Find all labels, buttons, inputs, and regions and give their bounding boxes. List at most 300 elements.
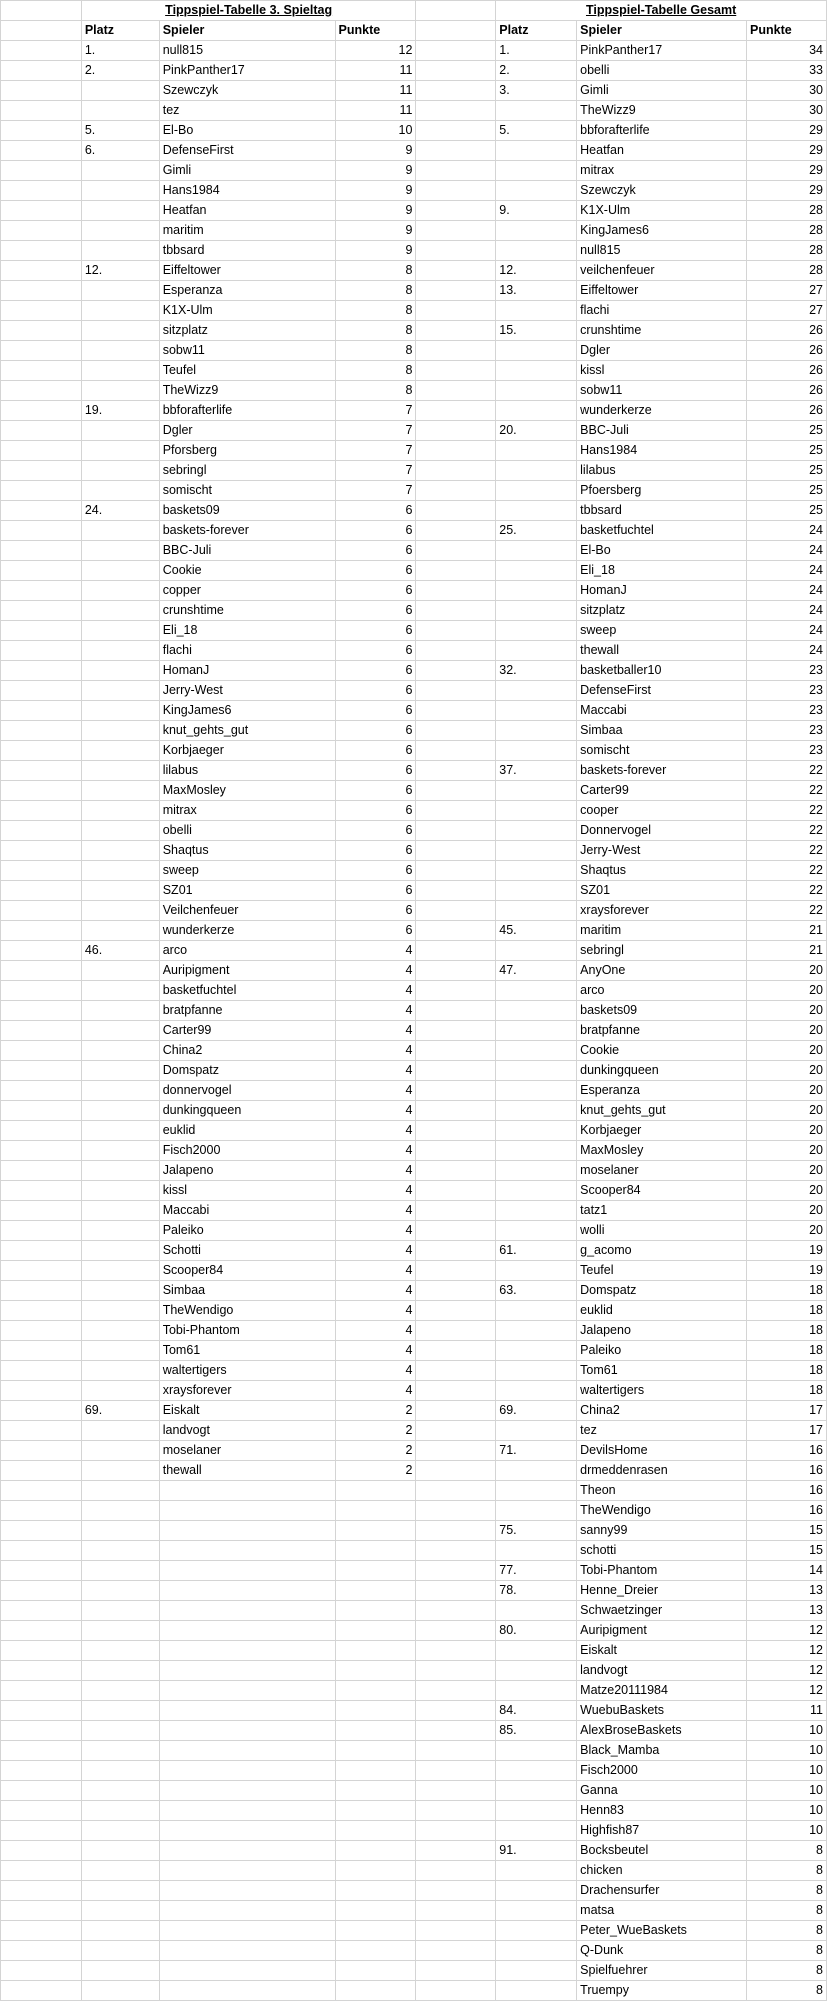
empty-cell[interactable] <box>335 1661 416 1681</box>
empty-cell[interactable] <box>159 1841 335 1861</box>
empty-cell[interactable] <box>159 1741 335 1761</box>
gesamt-platz-cell[interactable] <box>496 1341 577 1361</box>
empty-cell[interactable] <box>1 821 82 841</box>
empty-cell[interactable] <box>1 681 82 701</box>
empty-cell[interactable] <box>81 1661 159 1681</box>
gesamt-spieler-cell[interactable]: Tom61 <box>577 1361 747 1381</box>
spieltag-platz-cell[interactable] <box>81 841 159 861</box>
gesamt-platz-cell[interactable]: 3. <box>496 81 577 101</box>
empty-cell[interactable] <box>1 221 82 241</box>
empty-cell[interactable] <box>159 1501 335 1521</box>
empty-cell[interactable] <box>416 1861 496 1881</box>
spieltag-punkte-cell[interactable]: 2 <box>335 1441 416 1461</box>
gesamt-platz-cell[interactable] <box>496 101 577 121</box>
empty-cell[interactable] <box>1 1061 82 1081</box>
spieltag-spieler-cell[interactable]: somischt <box>159 481 335 501</box>
empty-cell[interactable] <box>416 201 496 221</box>
spieltag-spieler-cell[interactable]: flachi <box>159 641 335 661</box>
gesamt-platz-cell[interactable] <box>496 681 577 701</box>
empty-cell[interactable] <box>1 381 82 401</box>
empty-cell[interactable] <box>416 961 496 981</box>
spieltag-punkte-cell[interactable]: 6 <box>335 601 416 621</box>
spieltag-punkte-cell[interactable]: 6 <box>335 681 416 701</box>
empty-cell[interactable] <box>1 1881 82 1901</box>
empty-cell[interactable] <box>1 1981 82 2001</box>
empty-cell[interactable] <box>416 1041 496 1061</box>
spieltag-punkte-cell[interactable]: 6 <box>335 741 416 761</box>
empty-cell[interactable] <box>81 1961 159 1981</box>
gesamt-platz-cell[interactable] <box>496 1041 577 1061</box>
gesamt-punkte-cell[interactable]: 26 <box>747 401 827 421</box>
empty-cell[interactable] <box>81 1601 159 1621</box>
gesamt-platz-cell[interactable]: 5. <box>496 121 577 141</box>
gesamt-punkte-cell[interactable]: 12 <box>747 1621 827 1641</box>
empty-cell[interactable] <box>159 1921 335 1941</box>
empty-cell[interactable] <box>416 1461 496 1481</box>
gesamt-punkte-cell[interactable]: 25 <box>747 481 827 501</box>
empty-cell[interactable] <box>335 1521 416 1541</box>
spieltag-platz-cell[interactable]: 6. <box>81 141 159 161</box>
empty-cell[interactable] <box>416 1801 496 1821</box>
spieltag-spieler-cell[interactable]: Carter99 <box>159 1021 335 1041</box>
gesamt-punkte-cell[interactable]: 18 <box>747 1281 827 1301</box>
gesamt-punkte-cell[interactable]: 33 <box>747 61 827 81</box>
gesamt-punkte-cell[interactable]: 25 <box>747 501 827 521</box>
spieltag-platz-cell[interactable] <box>81 1461 159 1481</box>
spieltag-platz-cell[interactable]: 1. <box>81 41 159 61</box>
gesamt-platz-cell[interactable] <box>496 1061 577 1081</box>
gesamt-spieler-cell[interactable]: matsa <box>577 1901 747 1921</box>
empty-cell[interactable] <box>416 1061 496 1081</box>
spieltag-punkte-cell[interactable]: 4 <box>335 1101 416 1121</box>
gesamt-spieler-cell[interactable]: WuebuBaskets <box>577 1701 747 1721</box>
spieltag-platz-cell[interactable] <box>81 821 159 841</box>
spieltag-punkte-cell[interactable]: 8 <box>335 261 416 281</box>
empty-cell[interactable] <box>416 1261 496 1281</box>
spieltag-platz-cell[interactable] <box>81 1081 159 1101</box>
gesamt-spieler-cell[interactable]: Szewczyk <box>577 181 747 201</box>
empty-cell[interactable] <box>416 1181 496 1201</box>
empty-cell[interactable] <box>1 321 82 341</box>
spieltag-platz-cell[interactable] <box>81 301 159 321</box>
empty-cell[interactable] <box>1 1101 82 1121</box>
empty-cell[interactable] <box>1 1841 82 1861</box>
gesamt-spieler-cell[interactable]: tez <box>577 1421 747 1441</box>
gesamt-spieler-cell[interactable]: mitrax <box>577 161 747 181</box>
gesamt-platz-cell[interactable]: 37. <box>496 761 577 781</box>
empty-cell[interactable] <box>416 1541 496 1561</box>
spieltag-punkte-cell[interactable]: 9 <box>335 201 416 221</box>
empty-cell[interactable] <box>1 1721 82 1741</box>
spieltag-punkte-cell[interactable]: 4 <box>335 1161 416 1181</box>
gesamt-platz-cell[interactable]: 32. <box>496 661 577 681</box>
gesamt-spieler-cell[interactable]: Eli_18 <box>577 561 747 581</box>
empty-cell[interactable] <box>335 1941 416 1961</box>
gesamt-platz-cell[interactable] <box>496 1461 577 1481</box>
gesamt-platz-cell[interactable] <box>496 641 577 661</box>
spieltag-platz-cell[interactable] <box>81 761 159 781</box>
spieltag-spieler-cell[interactable]: Jalapeno <box>159 1161 335 1181</box>
spieltag-punkte-cell[interactable]: 4 <box>335 1321 416 1341</box>
empty-cell[interactable] <box>81 1881 159 1901</box>
gesamt-spieler-cell[interactable]: Matze20111984 <box>577 1681 747 1701</box>
empty-cell[interactable] <box>1 61 82 81</box>
gesamt-punkte-cell[interactable]: 11 <box>747 1701 827 1721</box>
gesamt-punkte-cell[interactable]: 20 <box>747 1001 827 1021</box>
spieltag-platz-cell[interactable] <box>81 1241 159 1261</box>
spieltag-spieler-cell[interactable]: KingJames6 <box>159 701 335 721</box>
gesamt-spieler-cell[interactable]: Maccabi <box>577 701 747 721</box>
empty-cell[interactable] <box>1 521 82 541</box>
empty-cell[interactable] <box>1 1801 82 1821</box>
gesamt-spieler-cell[interactable]: tbbsard <box>577 501 747 521</box>
spieltag-platz-cell[interactable] <box>81 461 159 481</box>
empty-cell[interactable] <box>416 1161 496 1181</box>
spieltag-punkte-cell[interactable]: 8 <box>335 281 416 301</box>
gesamt-punkte-cell[interactable]: 20 <box>747 1181 827 1201</box>
spieltag-platz-cell[interactable] <box>81 101 159 121</box>
gesamt-spieler-cell[interactable]: veilchenfeuer <box>577 261 747 281</box>
empty-cell[interactable] <box>1 1441 82 1461</box>
gesamt-spieler-cell[interactable]: sanny99 <box>577 1521 747 1541</box>
empty-cell[interactable] <box>416 601 496 621</box>
spieltag-platz-cell[interactable] <box>81 801 159 821</box>
gesamt-punkte-cell[interactable]: 29 <box>747 181 827 201</box>
gesamt-spieler-cell[interactable]: Auripigment <box>577 1621 747 1641</box>
spieltag-punkte-cell[interactable]: 8 <box>335 341 416 361</box>
gesamt-punkte-cell[interactable]: 24 <box>747 621 827 641</box>
gesamt-punkte-cell[interactable]: 21 <box>747 921 827 941</box>
empty-cell[interactable] <box>335 1561 416 1581</box>
gesamt-platz-cell[interactable] <box>496 1901 577 1921</box>
gesamt-spieler-cell[interactable]: Spielfuehrer <box>577 1961 747 1981</box>
spieltag-platz-cell[interactable] <box>81 361 159 381</box>
spieltag-platz-cell[interactable] <box>81 181 159 201</box>
empty-cell[interactable] <box>1 1601 82 1621</box>
gesamt-spieler-cell[interactable]: K1X-Ulm <box>577 201 747 221</box>
empty-cell[interactable] <box>1 1661 82 1681</box>
spieltag-spieler-cell[interactable]: bbforafterlife <box>159 401 335 421</box>
gesamt-spieler-cell[interactable]: TheWizz9 <box>577 101 747 121</box>
spieltag-punkte-cell[interactable]: 4 <box>335 1281 416 1301</box>
empty-cell[interactable] <box>1 1761 82 1781</box>
empty-cell[interactable] <box>159 1881 335 1901</box>
spieltag-spieler-cell[interactable]: MaxMosley <box>159 781 335 801</box>
empty-cell[interactable] <box>335 1721 416 1741</box>
empty-cell[interactable] <box>416 661 496 681</box>
empty-cell[interactable] <box>416 501 496 521</box>
empty-cell[interactable] <box>1 1181 82 1201</box>
gesamt-punkte-cell[interactable]: 30 <box>747 101 827 121</box>
empty-cell[interactable] <box>1 181 82 201</box>
empty-cell[interactable] <box>1 121 82 141</box>
spieltag-punkte-cell[interactable]: 8 <box>335 361 416 381</box>
gesamt-platz-cell[interactable] <box>496 1501 577 1521</box>
spieltag-punkte-cell[interactable]: 7 <box>335 441 416 461</box>
spieltag-spieler-cell[interactable]: crunshtime <box>159 601 335 621</box>
empty-cell[interactable] <box>416 1421 496 1441</box>
gesamt-punkte-cell[interactable]: 22 <box>747 841 827 861</box>
spieltag-punkte-cell[interactable]: 7 <box>335 481 416 501</box>
empty-cell[interactable] <box>159 1781 335 1801</box>
gesamt-spieler-cell[interactable]: Drachensurfer <box>577 1881 747 1901</box>
empty-cell[interactable] <box>81 1801 159 1821</box>
spieltag-platz-cell[interactable] <box>81 621 159 641</box>
spieltag-punkte-cell[interactable]: 6 <box>335 501 416 521</box>
gesamt-platz-cell[interactable] <box>496 1201 577 1221</box>
spieltag-spieler-cell[interactable]: Veilchenfeuer <box>159 901 335 921</box>
empty-cell[interactable] <box>335 1541 416 1561</box>
empty-cell[interactable] <box>159 1641 335 1661</box>
empty-cell[interactable] <box>1 1041 82 1061</box>
spieltag-spieler-cell[interactable]: Szewczyk <box>159 81 335 101</box>
spieltag-spieler-cell[interactable]: Teufel <box>159 361 335 381</box>
empty-cell[interactable] <box>159 1521 335 1541</box>
empty-cell[interactable] <box>416 701 496 721</box>
gesamt-platz-cell[interactable] <box>496 941 577 961</box>
gesamt-punkte-cell[interactable]: 20 <box>747 1201 827 1221</box>
empty-cell[interactable] <box>159 1801 335 1821</box>
gesamt-punkte-cell[interactable]: 8 <box>747 1881 827 1901</box>
gesamt-platz-cell[interactable]: 91. <box>496 1841 577 1861</box>
empty-cell[interactable] <box>1 1281 82 1301</box>
gesamt-punkte-cell[interactable]: 23 <box>747 721 827 741</box>
gesamt-spieler-cell[interactable]: crunshtime <box>577 321 747 341</box>
spieltag-platz-cell[interactable] <box>81 901 159 921</box>
empty-cell[interactable] <box>416 141 496 161</box>
gesamt-spieler-cell[interactable]: AnyOne <box>577 961 747 981</box>
gesamt-spieler-cell[interactable]: xraysforever <box>577 901 747 921</box>
gesamt-platz-cell[interactable]: 71. <box>496 1441 577 1461</box>
empty-cell[interactable] <box>416 681 496 701</box>
spieltag-platz-cell[interactable] <box>81 1061 159 1081</box>
gesamt-punkte-cell[interactable]: 24 <box>747 561 827 581</box>
gesamt-punkte-cell[interactable]: 20 <box>747 1121 827 1141</box>
spieltag-spieler-cell[interactable]: Dgler <box>159 421 335 441</box>
spieltag-platz-cell[interactable] <box>81 1141 159 1161</box>
gesamt-spieler-cell[interactable]: dunkingqueen <box>577 1061 747 1081</box>
gesamt-spieler-cell[interactable]: DevilsHome <box>577 1441 747 1461</box>
gesamt-punkte-cell[interactable]: 23 <box>747 701 827 721</box>
empty-cell[interactable] <box>416 241 496 261</box>
empty-cell[interactable] <box>416 1201 496 1221</box>
gesamt-spieler-cell[interactable]: BBC-Juli <box>577 421 747 441</box>
gesamt-header-platz[interactable]: Platz <box>496 21 577 41</box>
gesamt-punkte-cell[interactable]: 29 <box>747 141 827 161</box>
gesamt-spieler-cell[interactable]: Korbjaeger <box>577 1121 747 1141</box>
gesamt-platz-cell[interactable] <box>496 541 577 561</box>
gesamt-platz-cell[interactable] <box>496 401 577 421</box>
spieltag-punkte-cell[interactable]: 6 <box>335 881 416 901</box>
gesamt-platz-cell[interactable]: 61. <box>496 1241 577 1261</box>
gesamt-punkte-cell[interactable]: 18 <box>747 1301 827 1321</box>
empty-cell[interactable] <box>1 941 82 961</box>
spieltag-spieler-cell[interactable]: euklid <box>159 1121 335 1141</box>
spieltag-spieler-cell[interactable]: Esperanza <box>159 281 335 301</box>
spieltag-platz-cell[interactable] <box>81 1161 159 1181</box>
empty-cell[interactable] <box>416 1281 496 1301</box>
gesamt-platz-cell[interactable] <box>496 881 577 901</box>
empty-cell[interactable] <box>416 901 496 921</box>
spieltag-punkte-cell[interactable]: 6 <box>335 841 416 861</box>
spieltag-platz-cell[interactable] <box>81 1301 159 1321</box>
spieltag-punkte-cell[interactable]: 4 <box>335 961 416 981</box>
spieltag-spieler-cell[interactable]: sobw11 <box>159 341 335 361</box>
empty-cell[interactable] <box>159 1861 335 1881</box>
empty-cell[interactable] <box>416 741 496 761</box>
empty-cell[interactable] <box>1 1161 82 1181</box>
gesamt-punkte-cell[interactable]: 21 <box>747 941 827 961</box>
empty-cell[interactable] <box>159 1681 335 1701</box>
gesamt-spieler-cell[interactable]: Scooper84 <box>577 1181 747 1201</box>
empty-cell[interactable] <box>416 321 496 341</box>
empty-cell[interactable] <box>81 1701 159 1721</box>
empty-cell[interactable] <box>1 1001 82 1021</box>
empty-cell[interactable] <box>81 1821 159 1841</box>
empty-cell[interactable] <box>1 81 82 101</box>
empty-cell[interactable] <box>81 1841 159 1861</box>
empty-cell[interactable] <box>1 641 82 661</box>
spieltag-punkte-cell[interactable]: 2 <box>335 1401 416 1421</box>
gesamt-platz-cell[interactable] <box>496 1181 577 1201</box>
gesamt-punkte-cell[interactable]: 24 <box>747 601 827 621</box>
gesamt-platz-cell[interactable] <box>496 1081 577 1101</box>
spieltag-spieler-cell[interactable]: Auripigment <box>159 961 335 981</box>
gesamt-punkte-cell[interactable]: 19 <box>747 1261 827 1281</box>
empty-cell[interactable] <box>335 1781 416 1801</box>
empty-cell[interactable] <box>81 1541 159 1561</box>
spieltag-punkte-cell[interactable]: 8 <box>335 321 416 341</box>
empty-cell[interactable] <box>1 501 82 521</box>
gesamt-punkte-cell[interactable]: 34 <box>747 41 827 61</box>
empty-cell[interactable] <box>81 1721 159 1741</box>
gesamt-spieler-cell[interactable]: Hans1984 <box>577 441 747 461</box>
empty-cell[interactable] <box>1 1361 82 1381</box>
gesamt-spieler-cell[interactable]: landvogt <box>577 1661 747 1681</box>
empty-cell[interactable] <box>1 1541 82 1561</box>
empty-cell[interactable] <box>335 1921 416 1941</box>
empty-cell[interactable] <box>416 441 496 461</box>
spieltag-punkte-cell[interactable]: 6 <box>335 561 416 581</box>
empty-cell[interactable] <box>416 521 496 541</box>
gesamt-spieler-cell[interactable]: Domspatz <box>577 1281 747 1301</box>
gesamt-punkte-cell[interactable]: 25 <box>747 421 827 441</box>
empty-cell[interactable] <box>1 161 82 181</box>
empty-cell[interactable] <box>416 1561 496 1581</box>
empty-cell[interactable] <box>1 1381 82 1401</box>
gesamt-spieler-cell[interactable]: thewall <box>577 641 747 661</box>
gesamt-platz-cell[interactable]: 75. <box>496 1521 577 1541</box>
gesamt-punkte-cell[interactable]: 27 <box>747 281 827 301</box>
gesamt-platz-cell[interactable] <box>496 1881 577 1901</box>
gesamt-spieler-cell[interactable]: arco <box>577 981 747 1001</box>
gesamt-platz-cell[interactable] <box>496 501 577 521</box>
empty-cell[interactable] <box>81 1741 159 1761</box>
empty-cell[interactable] <box>1 1821 82 1841</box>
gesamt-platz-cell[interactable] <box>496 361 577 381</box>
empty-cell[interactable] <box>1 1121 82 1141</box>
gesamt-spieler-cell[interactable]: schotti <box>577 1541 747 1561</box>
spieltag-punkte-cell[interactable]: 4 <box>335 1121 416 1141</box>
empty-cell[interactable] <box>1 1301 82 1321</box>
empty-cell[interactable] <box>416 1741 496 1761</box>
gesamt-platz-cell[interactable] <box>496 861 577 881</box>
spieltag-spieler-cell[interactable]: Eiffeltower <box>159 261 335 281</box>
gesamt-spieler-cell[interactable]: Paleiko <box>577 1341 747 1361</box>
gesamt-platz-cell[interactable] <box>496 1221 577 1241</box>
spieltag-punkte-cell[interactable]: 4 <box>335 1061 416 1081</box>
spieltag-punkte-cell[interactable]: 6 <box>335 521 416 541</box>
gesamt-header-punkte[interactable]: Punkte <box>747 21 827 41</box>
empty-cell[interactable] <box>1 1461 82 1481</box>
gesamt-punkte-cell[interactable]: 24 <box>747 541 827 561</box>
empty-cell[interactable] <box>416 421 496 441</box>
spieltag-platz-cell[interactable] <box>81 161 159 181</box>
empty-cell[interactable] <box>416 21 496 41</box>
spieltag-platz-cell[interactable] <box>81 721 159 741</box>
spieltag-spieler-cell[interactable]: lilabus <box>159 761 335 781</box>
empty-cell[interactable] <box>1 861 82 881</box>
gesamt-spieler-cell[interactable]: MaxMosley <box>577 1141 747 1161</box>
spieltag-header-spieler[interactable]: Spieler <box>159 21 335 41</box>
empty-cell[interactable] <box>416 1101 496 1121</box>
empty-cell[interactable] <box>1 701 82 721</box>
gesamt-punkte-cell[interactable]: 10 <box>747 1821 827 1841</box>
spieltag-punkte-cell[interactable]: 6 <box>335 541 416 561</box>
empty-cell[interactable] <box>416 1301 496 1321</box>
gesamt-punkte-cell[interactable]: 13 <box>747 1601 827 1621</box>
empty-cell[interactable] <box>416 1761 496 1781</box>
empty-cell[interactable] <box>81 1861 159 1881</box>
gesamt-punkte-cell[interactable]: 12 <box>747 1641 827 1661</box>
gesamt-spieler-cell[interactable]: AlexBroseBaskets <box>577 1721 747 1741</box>
spieltag-platz-cell[interactable] <box>81 561 159 581</box>
gesamt-platz-cell[interactable] <box>496 1681 577 1701</box>
empty-cell[interactable] <box>1 1781 82 1801</box>
gesamt-spieler-cell[interactable]: Tobi-Phantom <box>577 1561 747 1581</box>
empty-cell[interactable] <box>416 1221 496 1241</box>
gesamt-spieler-cell[interactable]: Shaqtus <box>577 861 747 881</box>
gesamt-platz-cell[interactable] <box>496 341 577 361</box>
spieltag-platz-cell[interactable] <box>81 381 159 401</box>
spieltag-platz-cell[interactable] <box>81 981 159 1001</box>
empty-cell[interactable] <box>416 101 496 121</box>
gesamt-spieler-cell[interactable]: Cookie <box>577 1041 747 1061</box>
gesamt-punkte-cell[interactable]: 22 <box>747 781 827 801</box>
spieltag-punkte-cell[interactable]: 6 <box>335 821 416 841</box>
gesamt-platz-cell[interactable] <box>496 1981 577 2001</box>
gesamt-punkte-cell[interactable]: 24 <box>747 581 827 601</box>
spieltag-punkte-cell[interactable]: 7 <box>335 401 416 421</box>
spieltag-punkte-cell[interactable]: 12 <box>335 41 416 61</box>
gesamt-spieler-cell[interactable]: PinkPanther17 <box>577 41 747 61</box>
spieltag-punkte-cell[interactable]: 9 <box>335 241 416 261</box>
empty-cell[interactable] <box>1 1341 82 1361</box>
empty-cell[interactable] <box>416 821 496 841</box>
spieltag-spieler-cell[interactable]: dunkingqueen <box>159 1101 335 1121</box>
gesamt-spieler-cell[interactable]: Henne_Dreier <box>577 1581 747 1601</box>
gesamt-platz-cell[interactable]: 85. <box>496 1721 577 1741</box>
gesamt-platz-cell[interactable] <box>496 1941 577 1961</box>
spieltag-platz-cell[interactable]: 12. <box>81 261 159 281</box>
spieltag-platz-cell[interactable] <box>81 1221 159 1241</box>
gesamt-platz-cell[interactable] <box>496 161 577 181</box>
empty-cell[interactable] <box>1 1321 82 1341</box>
gesamt-spieler-cell[interactable]: Simbaa <box>577 721 747 741</box>
gesamt-platz-cell[interactable]: 13. <box>496 281 577 301</box>
empty-cell[interactable] <box>416 621 496 641</box>
empty-cell[interactable] <box>416 1521 496 1541</box>
